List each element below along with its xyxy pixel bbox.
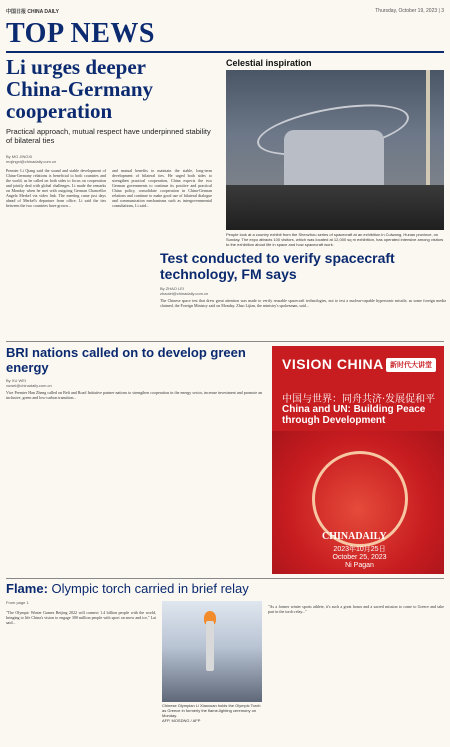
bri-body: Vice Premier Han Zheng called on Belt and Road Initiative partner nations to strengthen cooperation in the energy sector, increase investment and promote an inclusive, green and low-carbon transition... [6,390,262,400]
photo-crowd-shape [226,185,444,230]
lead-headline[interactable]: Li urges deeper China-Germany cooperation [6,55,153,123]
issue-date: Thursday, October 19, 2023 | 3 [375,8,444,14]
flame-headline[interactable] [6,581,444,596]
flame-kicker: Flame: [6,581,48,596]
advert-badge: 新时代大讲堂 [386,358,436,372]
masthead-brand: 中国日报 CHINA DAILY [6,8,59,15]
section-rule-2 [6,341,444,342]
flame-headline-text: Olympic torch carried in brief relay [51,581,249,596]
torch-shape [206,621,214,671]
bri-byline: By XU WEI xuwei@chinadaily.com.cn [6,378,52,388]
torch-photo-caption: Chinese Olympian Li Xiaoxuan holds the Olympic Torch as Greece in formerly the flame-lighting ceremony on Monday. AFP, MOSDNG / AFP [162,703,261,723]
vision-china-advert[interactable] [272,346,444,574]
advert-dates: 2023年10月25日 October 25, 2023 Ni Pagan [332,546,387,569]
advert-brand: CHINADAILY [322,531,387,542]
advert-logo: VISION CHINA [282,356,384,372]
flame-body-col-1: "The Olympic Winter Games Beijing 2022 will connect 1.4 billion people with the world, bringing to life China's vision to engage 300 million people with sport on snow and ice," Lai said... [6,610,156,625]
fs-body: The Chinese space test that drew great attention was made to verify reusable spacecraft technologies, not to test a nuclear-capable hypersonic missile, as some foreign media claimed, the Foreign Ministry said on Monday. Zhao Lijian, the ministry's spokesman, said... [160,298,446,308]
advert-chinese-title: 中国与世界：同舟共济·发展促和平 [282,394,436,405]
exhibition-photo[interactable] [226,70,444,230]
lead-body-col-1: Premier Li Qiang said the sound and stable development of China-Germany relations is beneficial to both countries and the world, as he called on both sides to focus on cooperation and jointly deal with global challenges. Li made the remarks on Monday when he met with outgoing German Chancellor Angela Merkel via video link. The meeting came just days ahead of Merkel's departure from office. Li said the ties between the two countries have grown... [6,168,106,208]
lead-body-col-2: and mutual benefits to maintain the stable, long-term development of bilateral ties. He urged both sides to strengthen practical cooperation, China expects the two German governments to continue its positive and practical China policy, consolidate cooperation in China-German relations and continue to make good use of bilateral dialogue and communication mechanisms such as intergovernmental consultations, Li said... [112,168,212,208]
section-rule-3 [6,578,444,579]
lead-subheadline: Practical approach, mutual respect have underpinned stability of bilateral ties [6,127,211,145]
section-rule [6,51,444,53]
torch-photo[interactable] [162,601,262,702]
section-title: TOP NEWS [6,18,155,49]
fs-byline: By ZHAO LEI zhaolei@chinadaily.com.cn [160,286,209,296]
advert-english-title: China and UN: Building Peace through Development [282,404,426,426]
bri-headline[interactable]: BRI nations called on to develop green energy [6,345,246,375]
photo-kicker: Celestial inspiration [226,58,312,68]
masthead-bar [6,6,444,16]
fs-headline[interactable]: Test conducted to verify spacecraft technology, FM says [160,250,395,282]
lead-byline: By MO JINGXI mojingxi@chinadaily.com.cn [6,154,57,164]
photo-caption: People look at a country exhibit from the Shenzhou series of spacecraft at an exhibition in Cuiwang, Hunan province, on Sunday. The expo attracts 100 visitors, which was located at 12,000 sq m exhibition, has operated intensive among visitors to the exhibition about life in space and how spacecraft work. [226,232,444,247]
flame-body-col-2: "As a former winter sports athlete, it's such a great honor and a sacred mission to come to Greece and take part in the torch relay..." [268,604,444,614]
flame-byline: From page 1 [6,600,29,605]
